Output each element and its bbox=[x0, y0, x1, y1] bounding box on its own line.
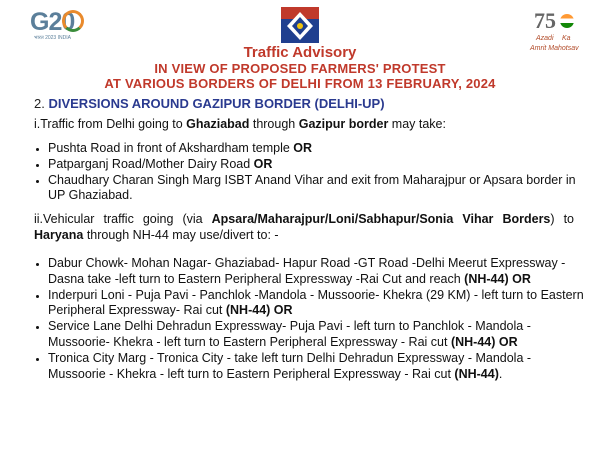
para1-destination: Ghaziabad bbox=[186, 117, 250, 131]
list-item-tail: . bbox=[498, 366, 503, 381]
azadi-line1: Azadi bbox=[536, 35, 554, 42]
list-item bbox=[48, 173, 588, 205]
list-item-bold: (NH-44) OR bbox=[464, 271, 531, 286]
list-item-bold: (NH-44) OR bbox=[225, 303, 293, 318]
azadi-number: 75 bbox=[534, 8, 556, 33]
list-item bbox=[48, 319, 588, 351]
list-item bbox=[48, 351, 588, 383]
g20-logo bbox=[30, 8, 110, 44]
para1-middle: through bbox=[249, 117, 299, 131]
paragraph-ghaziabad bbox=[34, 116, 446, 132]
tricolor-icon bbox=[560, 14, 574, 28]
page-subtitle-line1: IN VIEW OF PROPOSED FARMERS' PROTEST bbox=[154, 61, 446, 76]
azadi-line3: Amrit Mahotsav bbox=[530, 45, 579, 52]
list-item-bold: (NH-44) OR bbox=[450, 334, 518, 349]
section-title: DIVERSIONS AROUND GAZIPUR BORDER (DELHI-UP) bbox=[48, 96, 385, 111]
list-item-text: Inderpuri Loni - Puja Pavi - Panchlok -Mandola - Mussoorie- Khekra (29 KM) - left turn to Eastern Peripheral Expressway- Rai cut bbox=[48, 287, 584, 318]
para1-prefix: i.Traffic from Delhi going to bbox=[34, 117, 187, 131]
list-item-text: Service Lane Delhi Dehradun Expressway- Puja Pavi - left turn to Panchlok - Mandola -Mussoorie- Khekra - left turn to Eastern Peripheral Expressway - Rai cut bbox=[48, 319, 531, 349]
delhi-police-logo bbox=[280, 6, 320, 44]
list-item bbox=[48, 288, 588, 320]
para2-destination: Haryana bbox=[34, 228, 84, 242]
g20-logo-subtext: भारत 2023 INDIA bbox=[34, 35, 71, 41]
page-subtitle-line2: AT VARIOUS BORDERS OF DELHI FROM 13 FEBRUARY, 2024 bbox=[104, 76, 496, 91]
para1-suffix: may take: bbox=[388, 117, 446, 131]
paragraph-haryana bbox=[34, 211, 574, 243]
para2-middle: ) to bbox=[550, 212, 575, 226]
list-item-text: Pushta Road in front of Akshardham temple bbox=[48, 141, 294, 155]
list-item-text: Chaudhary Charan Singh Marg ISBT Anand Vihar and exit from Maharajpur or Apsara border in UP Ghaziabad. bbox=[48, 172, 576, 203]
list-item-text: Dabur Chowk- Mohan Nagar- Ghaziabad- Hapur Road -GT Road -Delhi Meerut Expressway - Dasna take -left turn to Eastern Peripheral Expressway -Rai Cut and reach bbox=[48, 256, 566, 286]
para2-prefix: ii.Vehicular traffic going (via bbox=[34, 212, 212, 226]
page-title: Traffic Advisory bbox=[243, 44, 357, 61]
list-item bbox=[48, 256, 588, 288]
list-item-text: Tronica City Marg - Tronica City - take left turn Delhi Dehradun Expressway - Mandola - Mussoorie - Khekra - left turn to Eastern Peripheral Expressway - Rai cut bbox=[48, 350, 532, 381]
list-item-bold: (NH-44) bbox=[454, 366, 499, 381]
list-item-bold: OR bbox=[293, 141, 313, 155]
globe-icon bbox=[62, 10, 84, 32]
para1-border: Gazipur border bbox=[298, 117, 389, 131]
section-number: 2. bbox=[34, 96, 45, 111]
g20-logo-text: G20 bbox=[30, 8, 75, 36]
diversion-list-ghaziabad bbox=[34, 141, 588, 204]
para2-borders: Apsara/Maharajpur/Loni/Sabhapur/Sonia Vihar Borders bbox=[211, 212, 551, 226]
list-item-bold: OR bbox=[253, 156, 273, 171]
azadi-line2: Ka bbox=[562, 35, 571, 42]
para2-suffix: through NH-44 may use/divert to: - bbox=[83, 228, 279, 242]
diversion-list-haryana bbox=[34, 256, 588, 382]
header bbox=[0, 0, 600, 98]
title-block bbox=[0, 44, 600, 91]
list-item bbox=[48, 141, 588, 157]
list-item bbox=[48, 157, 588, 173]
section-heading bbox=[34, 96, 385, 111]
list-item-text: Patparganj Road/Mother Dairy Road bbox=[48, 156, 254, 171]
